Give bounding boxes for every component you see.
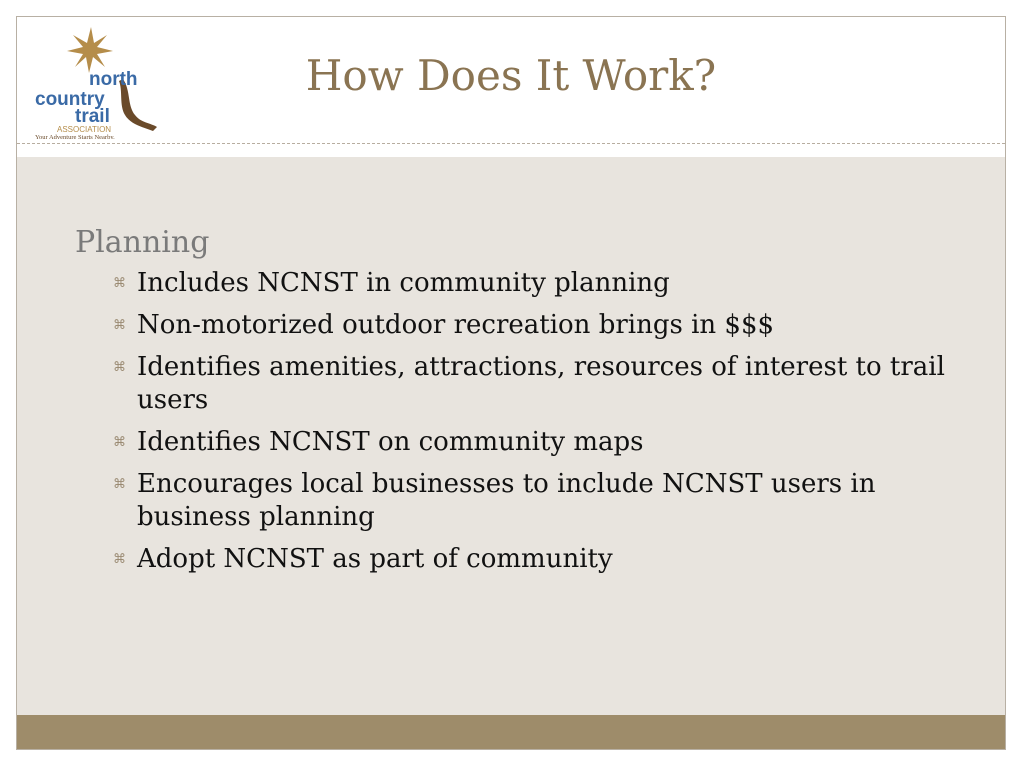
bullet-icon: ⌘: [113, 435, 126, 450]
footer-accent-bar: [17, 715, 1005, 749]
bullet-text: Encourages local businesses to include NCNST users in business planning: [137, 469, 876, 532]
logo-tagline: Your Adventure Starts Nearby.: [35, 134, 115, 139]
section-heading: Planning: [75, 225, 210, 260]
bullet-text: Non-motorized outdoor recreation brings in $$$: [137, 310, 775, 340]
bullet-text: Identifies amenities, attractions, resources of interest to trail users: [137, 352, 945, 415]
bullet-item: [113, 468, 993, 534]
nct-association-logo: [31, 27, 161, 139]
bullet-list: [113, 267, 993, 585]
bullet-icon: ⌘: [113, 360, 126, 375]
header-divider: [17, 143, 1005, 144]
bullet-text: Identifies NCNST on community maps: [137, 427, 644, 457]
slide: [16, 16, 1006, 750]
bullet-item: [113, 309, 993, 342]
logo-text-trail: trail: [75, 106, 110, 127]
bullet-icon: ⌘: [113, 318, 126, 333]
bullet-icon: ⌘: [113, 552, 126, 567]
star-icon: [67, 27, 113, 73]
slide-title: How Does It Work?: [305, 51, 717, 100]
bullet-text: Includes NCNST in community planning: [137, 268, 670, 298]
bullet-icon: ⌘: [113, 477, 126, 492]
bullet-item: [113, 426, 993, 459]
slide-header: [17, 17, 1005, 143]
bullet-item: [113, 543, 993, 576]
logo-text-country: country: [35, 89, 105, 110]
bullet-icon: ⌘: [113, 276, 126, 291]
bullet-item: [113, 267, 993, 300]
logo-text-north: north: [89, 69, 138, 90]
bullet-text: Adopt NCNST as part of community: [137, 544, 613, 574]
logo-graphic: [31, 27, 161, 139]
bullet-item: [113, 351, 993, 417]
logo-text-association: ASSOCIATION: [57, 125, 112, 134]
